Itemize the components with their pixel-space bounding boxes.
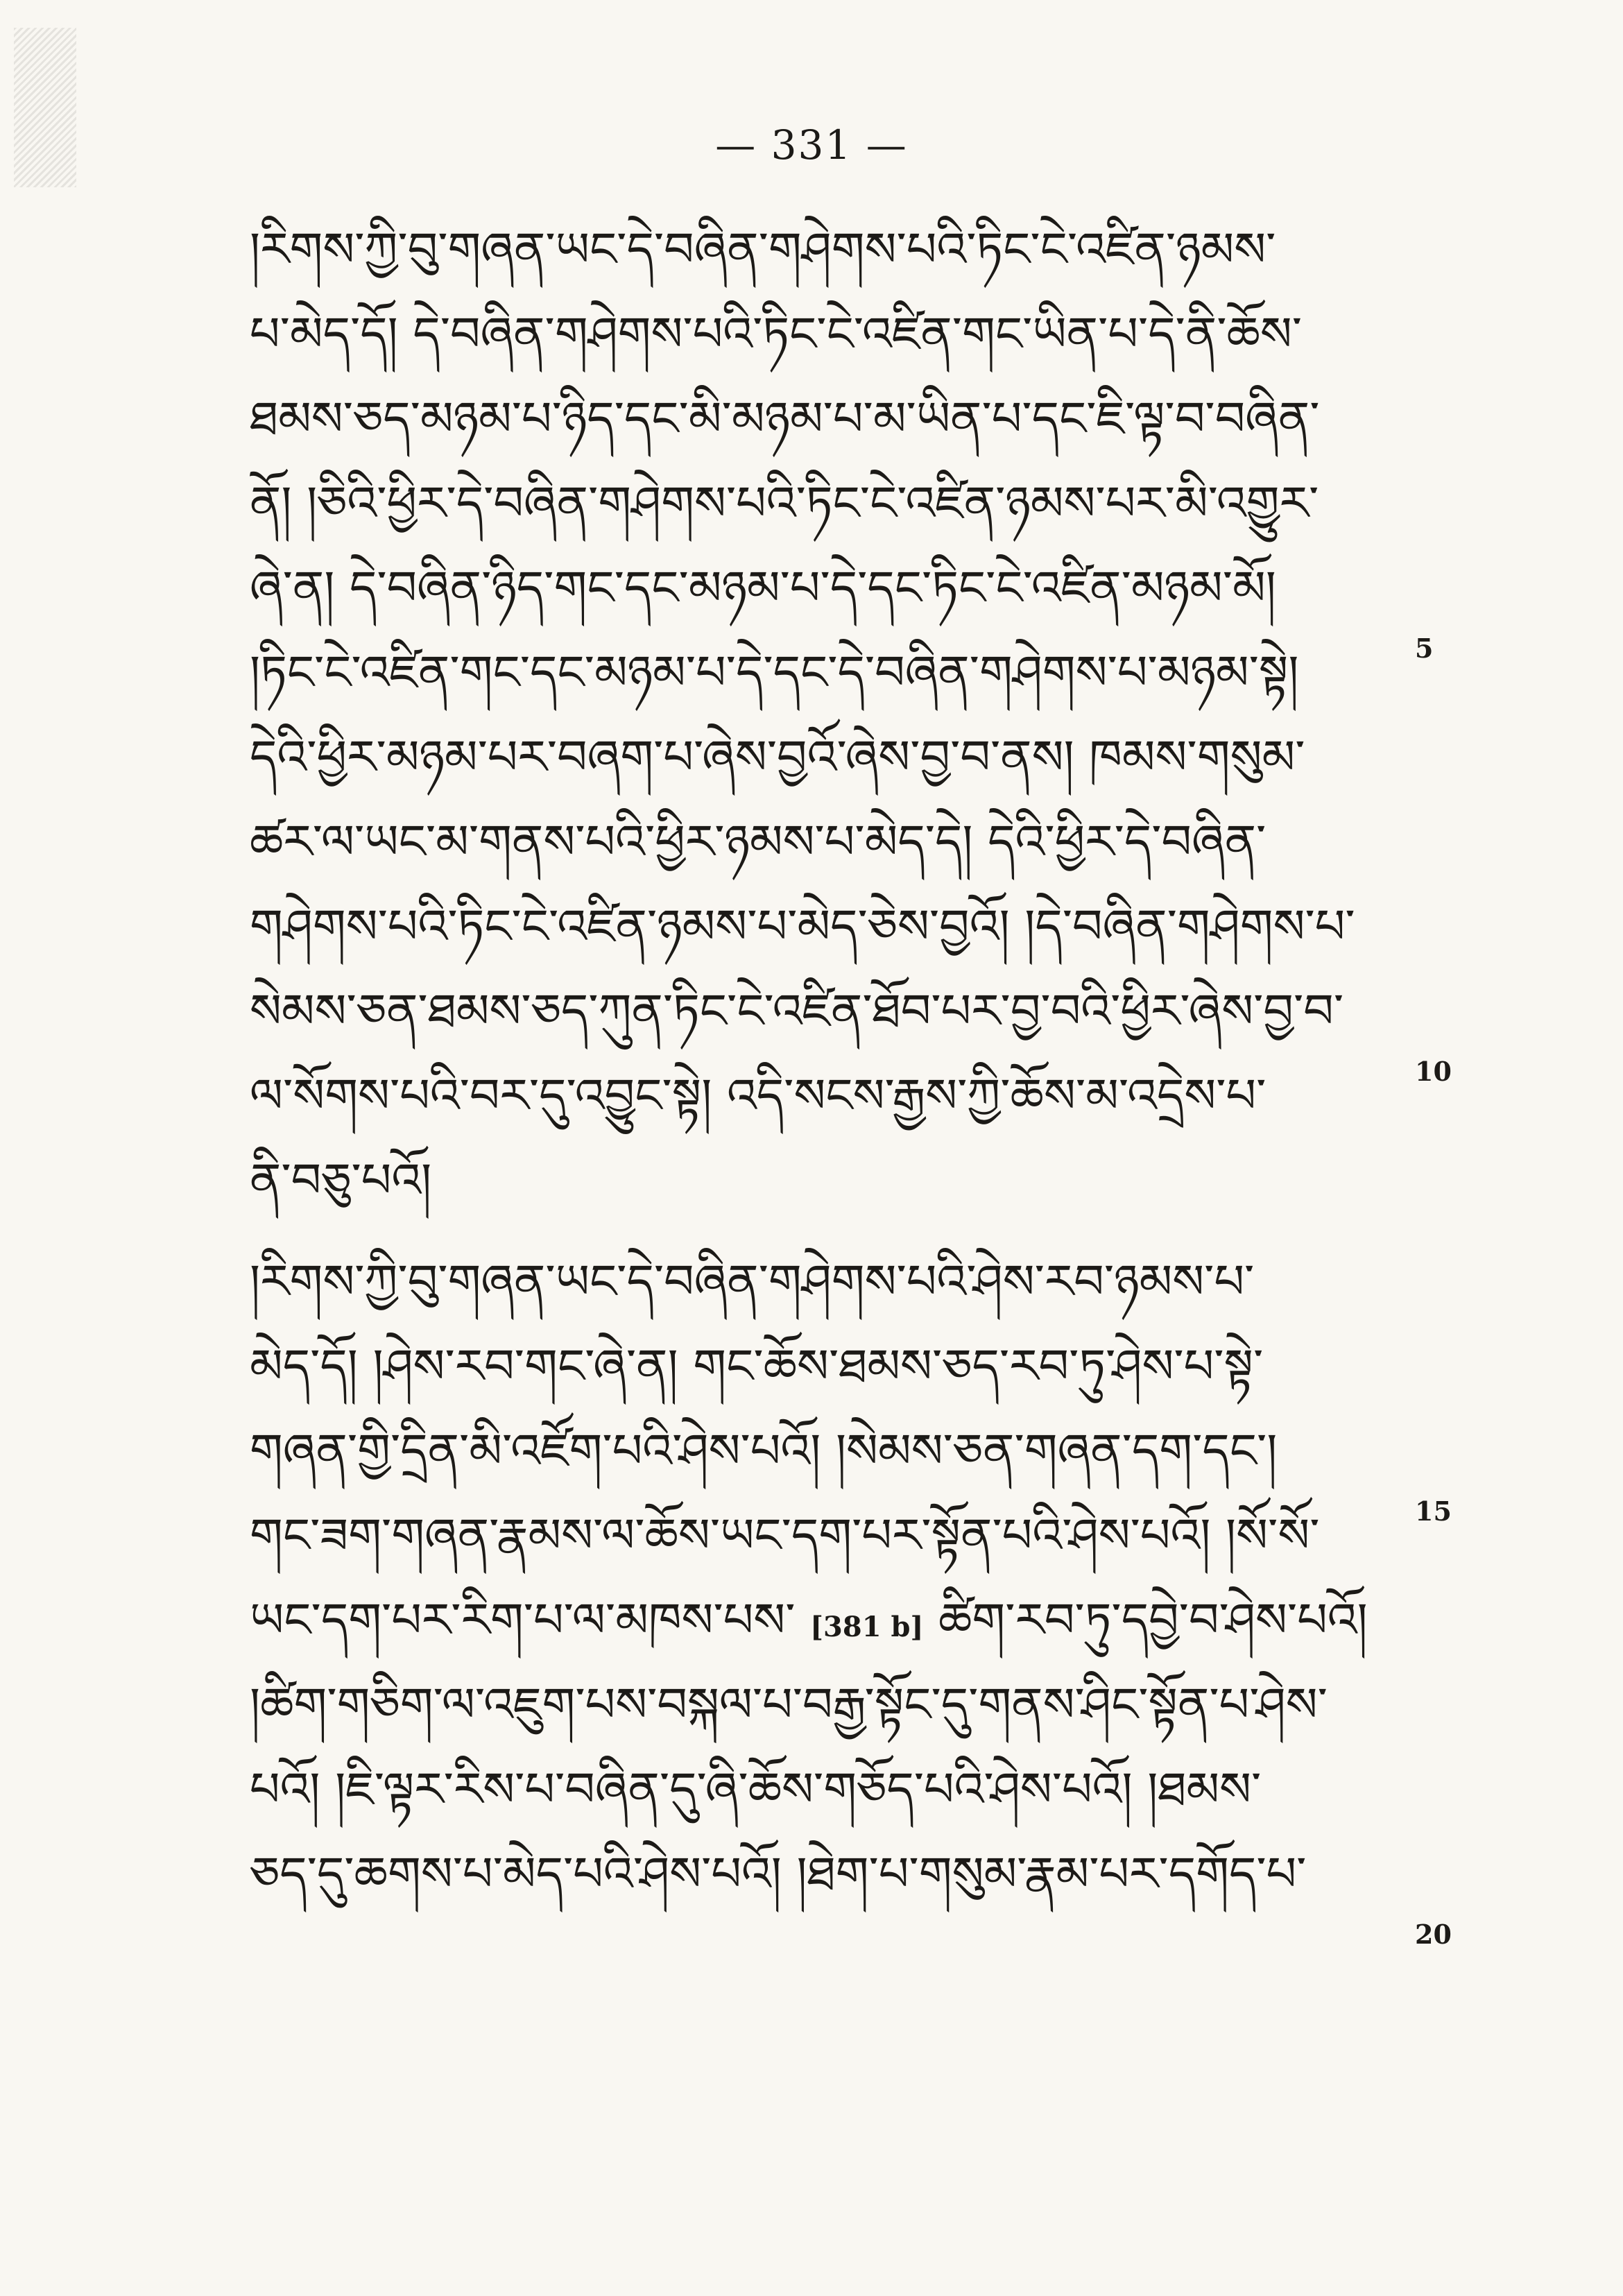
margin-line-number: 15 (1415, 1496, 1452, 1527)
line-text: ཅད་དུ་ཆགས་པ་མེད་པའི་ཤེས་པའོ། །ཐེག་པ་གསུམ་རྣམ་པར་དགོད་པ་ (250, 1847, 1307, 1902)
line-text: ཐམས་ཅད་མཉམ་པ་ཉིད་དང་མི་མཉམ་པ་མ་ཡིན་པ་དང་ཇི་ལྟ་བ་བཞིན་ (250, 392, 1320, 447)
line-text: གཤེགས་པའི་ཏིང་ངེ་འཛིན་ཉམས་པ་མེད་ཅེས་བྱའོ། །དེ་བཞིན་གཤེགས་པ་ (250, 900, 1355, 954)
line-text: ཚིག་རབ་ཏུ་དབྱེ་བ་ཤེས་པའོ། (938, 1593, 1368, 1648)
text-line (250, 631, 1387, 716)
line-text: གང་ཟག་གཞན་རྣམས་ལ་ཆོས་ཡང་དག་པར་སྟོན་པའི་ཤེས་པའོ། །སོ་སོ་ (250, 1509, 1320, 1563)
line-text: སེམས་ཅན་ཐམས་ཅད་ཀུན་ཏིང་ངེ་འཛིན་ཐོབ་པར་བྱ་བའི་ཕྱིར་ཞེས་བྱ་བ་ (250, 984, 1344, 1039)
text-line (250, 885, 1387, 970)
margin-line-number: 10 (1415, 1056, 1452, 1087)
line-text: ཡང་དག་པར་རིག་པ་ལ་མཁས་པས་ (250, 1593, 796, 1648)
line-text: ནོ། །ཅིའི་ཕྱིར་དེ་བཞིན་གཤེགས་པའི་ཏིང་ངེ་འཛིན་ཉམས་པར་མི་འགྱུར་ (250, 477, 1319, 531)
line-text: པ་མེད་དོ། དེ་བཞིན་གཤེགས་པའི་ཏིང་ངེ་འཛིན་གང་ཡིན་པ་དེ་ནི་ཆོས་ (250, 307, 1303, 362)
text-line (250, 1494, 1387, 1579)
line-text: པའོ། །ཇི་ལྟར་རིས་པ་བཞིན་དུ་ཞི་ཆོས་གཅོད་པའི་ཤེས་པའོ། །ཐམས་ (250, 1763, 1262, 1817)
line-text: ཚར་ལ་ཡང་མ་གནས་པའི་ཕྱིར་ཉམས་པ་མེད་དེ། དེའི་ཕྱིར་དེ་བཞིན་ (250, 815, 1266, 870)
line-text: །ཚིག་གཅིག་ལ་འཇུག་པས་བསྐལ་པ་བརྒྱ་སྟོང་དུ་གནས་ཤིང་སྟོན་པ་ཤེས་ (250, 1678, 1328, 1733)
text-line (250, 208, 1387, 293)
text-line (250, 1054, 1387, 1139)
line-text: །རིགས་ཀྱི་བུ་གཞན་ཡང་དེ་བཞིན་གཤེགས་པའི་ཤེས་རབ་ཉམས་པ་ (250, 1255, 1255, 1310)
text-block (250, 208, 1387, 1917)
line-text: དེའི་ཕྱིར་མཉམ་པར་བཞག་པ་ཞེས་བྱའོ་ཞེས་བྱ་བ་ནས། ཁམས་གསུམ་ (250, 730, 1305, 785)
text-line (250, 1833, 1387, 1917)
text-line (250, 377, 1387, 462)
text-line (250, 1240, 1387, 1325)
text-line (250, 716, 1387, 800)
margin-line-number: 20 (1415, 1919, 1452, 1950)
line-text: མེད་དོ། །ཤེས་རབ་གང་ཞེ་ན། གང་ཆོས་ཐམས་ཅད་རབ་ཏུ་ཤེས་པ་སྟེ་ (250, 1339, 1264, 1394)
text-line (250, 1663, 1387, 1748)
margin-line-number: 5 (1415, 633, 1434, 664)
page-number: — 331 — (715, 121, 908, 169)
line-text: ནི་བཅུ་པའོ། (250, 1154, 432, 1208)
line-text: ལ་སོགས་པའི་བར་དུ་འབྱུང་སྟེ། འདི་སངས་རྒྱས་ཀྱི་ཆོས་མ་འདྲེས་པ་ (250, 1069, 1266, 1124)
folio-reference: [381 b] (810, 1611, 924, 1643)
text-line (250, 970, 1387, 1054)
line-text: གཞན་གྱི་དྲིན་མི་འཛོག་པའི་ཤེས་པའོ། །སེམས་ཅན་གཞན་དག་དང་། (250, 1424, 1278, 1479)
text-line (250, 1748, 1387, 1833)
text-line (250, 462, 1387, 547)
line-text: །ཏིང་ངེ་འཛིན་གང་དང་མཉམ་པ་དེ་དང་དེ་བཞིན་གཤེགས་པ་མཉམ་སྟེ། (250, 646, 1299, 701)
text-line (250, 293, 1387, 377)
text-line (250, 1139, 1387, 1224)
text-line (250, 800, 1387, 885)
text-line (250, 1325, 1387, 1410)
text-line (250, 1410, 1387, 1494)
line-text: ཞེ་ན། དེ་བཞིན་ཉིད་གང་དང་མཉམ་པ་དེ་དང་ཏིང་ངེ་འཛིན་མཉམ་མོ། (250, 561, 1276, 616)
text-line (250, 1579, 1387, 1663)
line-text: །རིགས་ཀྱི་བུ་གཞན་ཡང་དེ་བཞིན་གཤེགས་པའི་ཏིང་ངེ་འཛིན་ཉམས་ (250, 223, 1276, 277)
text-line (250, 547, 1387, 631)
